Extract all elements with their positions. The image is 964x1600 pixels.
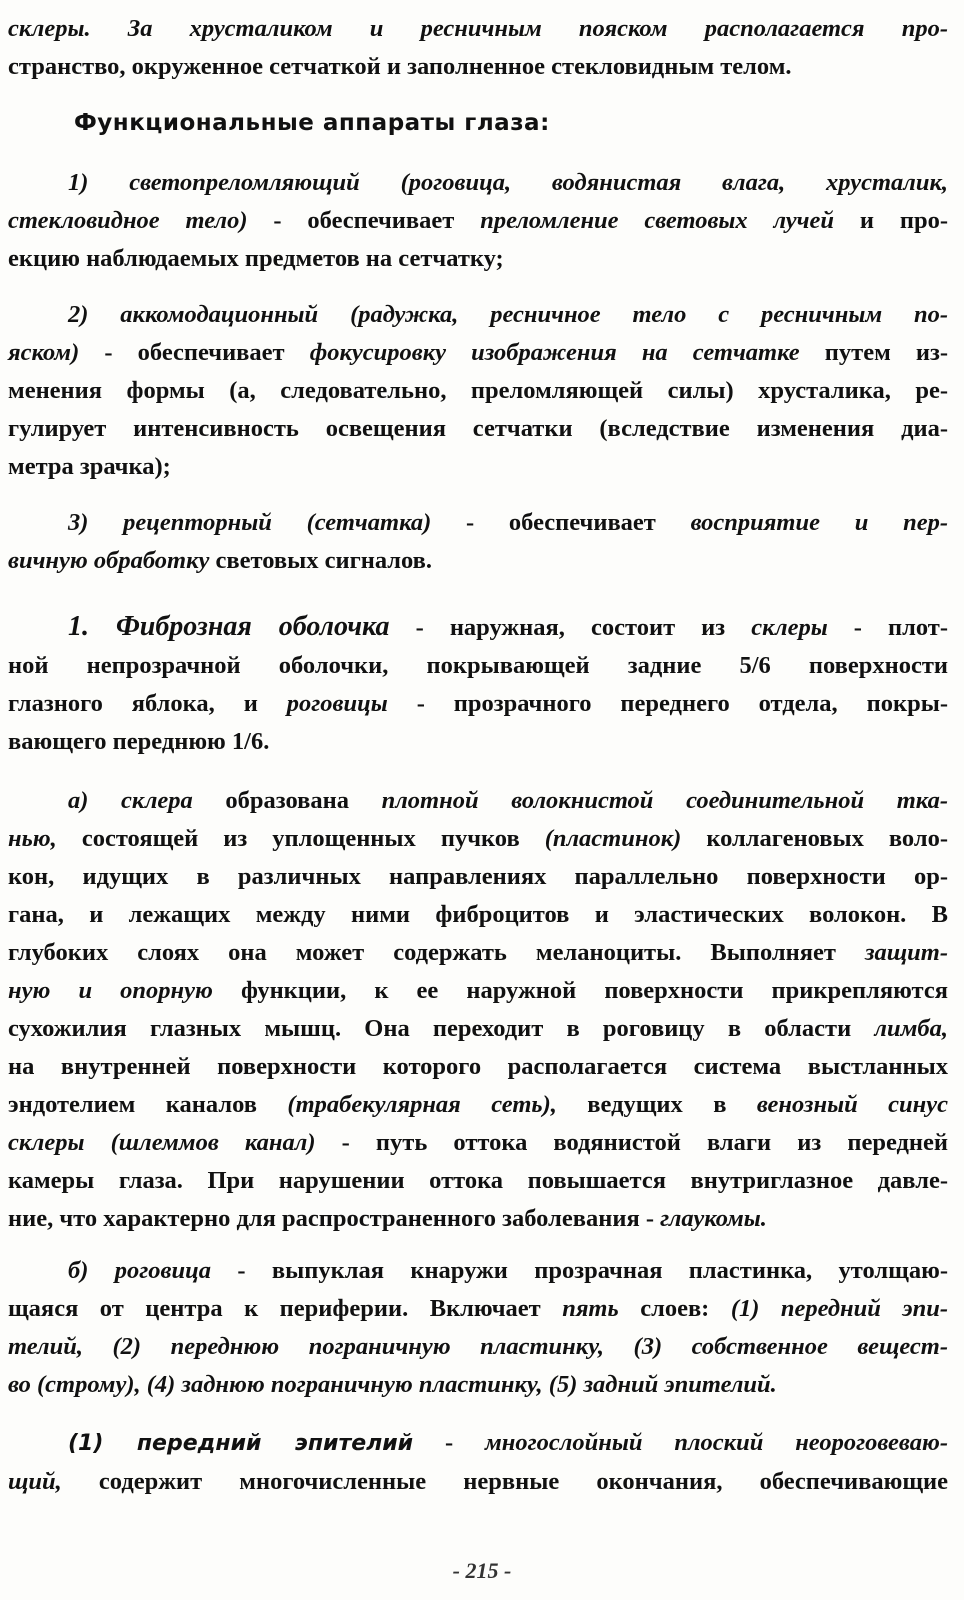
- text-line: на внутренней поверхности которого располагается система выстланных: [8, 1053, 948, 1080]
- text-line: метра зрачка);: [8, 453, 171, 480]
- text-line: (1) передний эпителий - многослойный плоский неороговеваю-: [68, 1429, 948, 1456]
- text-line: вающего переднюю 1/6.: [8, 728, 270, 755]
- text-line: ной непрозрачной оболочки, покрывающей задние 5/6 поверхности: [8, 652, 948, 679]
- text-line: гана, и лежащих между ними фиброцитов и эластических волокон. В: [8, 901, 948, 928]
- text-line: 1) светопреломляющий (роговица, водянистая влага, хрусталик,: [68, 169, 949, 196]
- text-line: яском) - обеспечивает фокусировку изображения на сетчатке путем из-: [8, 339, 949, 366]
- section-term: 1. Фиброзная оболочка: [68, 611, 390, 642]
- text-line: гулирует интенсивность освещения сетчатки (вследствие изменения диа-: [8, 415, 948, 442]
- text-line: стекловидное тело) - обеспечивает преломление световых лучей и про-: [8, 207, 948, 234]
- term: а) склера: [68, 787, 193, 814]
- paragraph-refracting-apparatus: [8, 164, 948, 278]
- paragraph-anterior-epithelium: [8, 1424, 948, 1501]
- text-line: менения формы (а, следовательно, преломляющей силы) хрусталика, ре-: [8, 377, 948, 404]
- text-line: 2) аккомодационный (радужка, ресничное тело с ресничным по-: [68, 301, 949, 328]
- paragraph-cornea: [8, 1252, 948, 1404]
- text-line: телий, (2) переднюю пограничную пластинку, (3) собственное вещест-: [8, 1333, 948, 1360]
- text-line: эндотелием каналов (трабекулярная сеть), ведущих в венозный синус: [8, 1091, 948, 1118]
- text-line: а) склера образована плотной волокнистой соединительной тка-: [68, 787, 948, 814]
- section-heading: Функциональные аппараты глаза:: [74, 110, 550, 136]
- text-line: щий, содержит многочисленные нервные окончания, обеспечивающие: [8, 1468, 948, 1495]
- paragraph-intro: [8, 10, 948, 86]
- text-line: глубоких слоях она может содержать меланоциты. Выполняет защит-: [8, 939, 948, 966]
- term: 3) рецепторный (сетчатка): [68, 509, 432, 536]
- text-line: ние, что характерно для распространенного заболевания - глаукомы.: [8, 1205, 767, 1232]
- text-line: во (строму), (4) заднюю пограничную пластинку, (5) задний эпителий.: [8, 1371, 777, 1398]
- text-line: 1. Фиброзная оболочка - наружная, состоит из склеры - плот-: [68, 611, 948, 642]
- text-line: 3) рецепторный (сетчатка) - обеспечивает восприятие и пер-: [68, 509, 948, 536]
- text-line: вичную обработку световых сигналов.: [8, 547, 433, 574]
- text-line: б) роговица - выпуклая кнаружи прозрачная пластинка, утолщаю-: [68, 1257, 948, 1284]
- text-line: нью, состоящей из уплощенных пучков (пластинок) коллагеновых воло-: [8, 825, 948, 852]
- text-line: склеры (шлеммов канал) - путь оттока водянистой влаги из передней: [8, 1129, 948, 1156]
- page-number: - 215 -: [452, 1558, 512, 1583]
- term: 2) аккомодационный: [68, 301, 319, 328]
- paragraph-accommodation-apparatus: [8, 296, 948, 486]
- text-line: екцию наблюдаемых предметов на сетчатку;: [8, 245, 504, 272]
- term: 1) светопреломляющий: [68, 169, 360, 196]
- paragraph-receptor-apparatus: [8, 504, 948, 580]
- text-line: ную и опорную функции, к ее наружной поверхности прикрепляются: [8, 977, 948, 1004]
- text-line: сухожилия глазных мышц. Она переходит в роговицу в области лимба,: [8, 1015, 948, 1042]
- paragraph-sclera: [8, 782, 948, 1238]
- text-line: камеры глаза. При нарушении оттока повышается внутриглазное давле-: [8, 1167, 948, 1194]
- text-line: склеры. За хрусталиком и ресничным пояском располагается про-: [8, 15, 948, 42]
- term: б) роговица: [68, 1257, 211, 1284]
- term: (1) передний эпителий: [68, 1431, 414, 1456]
- text-line: кон, идущих в различных направлениях параллельно поверхности ор-: [8, 863, 948, 890]
- text-line: щаяся от центра к периферии. Включает пять слоев: (1) передний эпи-: [8, 1295, 948, 1322]
- text-line: странство, окруженное сетчаткой и заполненное стекловидным телом.: [8, 53, 792, 80]
- text-line: глазного яблока, и роговицы - прозрачного переднего отдела, покры-: [8, 690, 948, 717]
- paragraph-fibrous-tunic: [8, 608, 948, 761]
